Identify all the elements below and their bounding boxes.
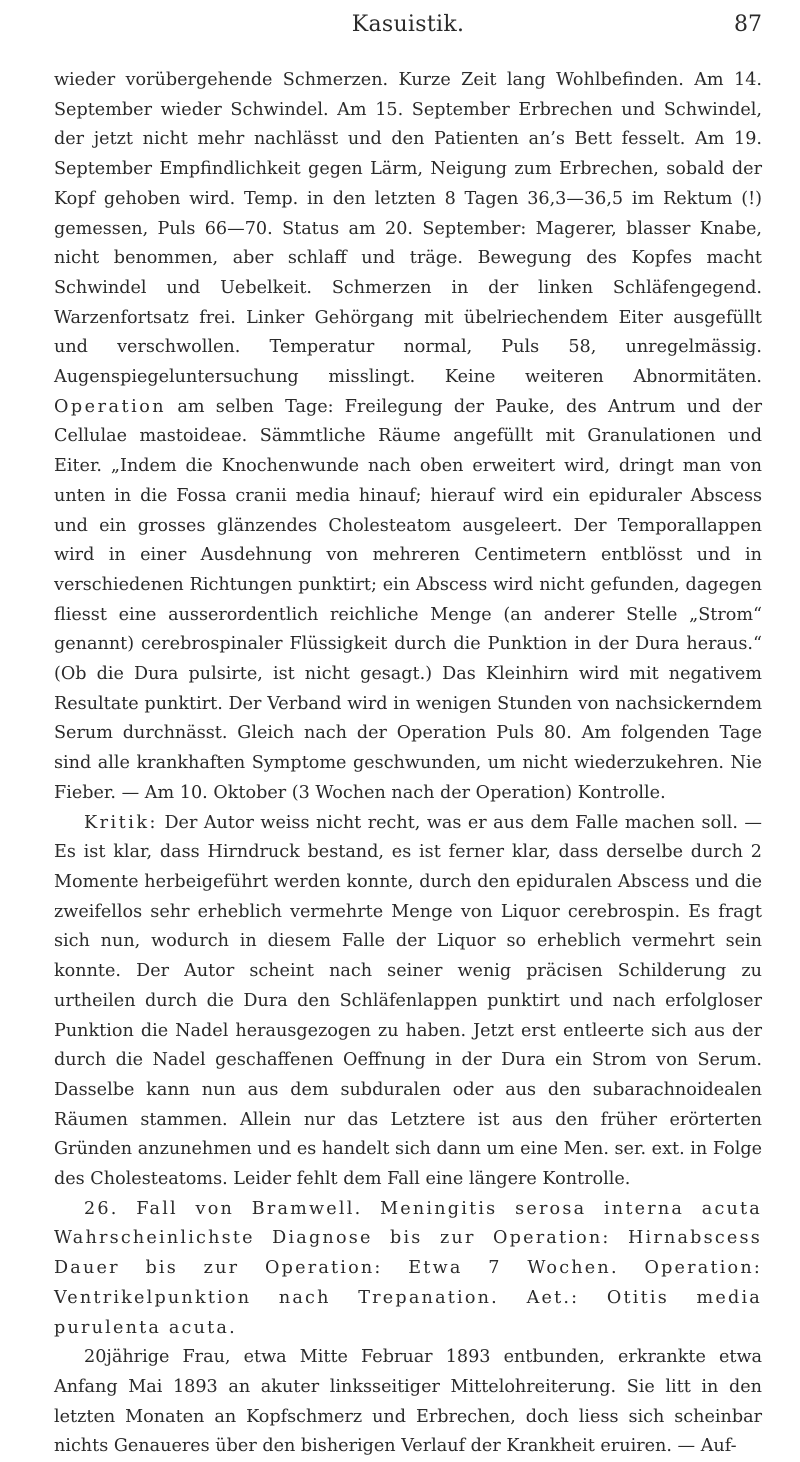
case-report-paragraph xyxy=(54,66,762,809)
case-history-paragraph: 20jährige Frau, etwa Mitte Februar 1893 entbunden, erkrankte etwa Anfang Mai 1893 an akuter linksseitiger Mittelohreiterung. Sie litt in den letzten Monaten an Kopfschmerz und Erbrechen, doch liess sich scheinbar nichts Genaueres über den bisherigen Verlauf der Krankheit eruiren. — Auf- xyxy=(54,1347,762,1457)
case-report-text: wieder vorübergehende Schmerzen. Kurze Zeit lang Wohlbefinden. Am 14. September wieder Schwindel. Am 15. September Erbrechen und Schwindel, der jetzt nicht mehr nachlässt und den Patienten an’s Bett fesselt. Am 19. September Empfindlichkeit gegen Lärm, Neigung zum Erbrechen, sobald der Kopf gehoben wird. Temp. in den letzten 8 Tagen 36,3—36,5 im Rektum (!) gemessen, Puls 66—70. Status am 20. September: Magerer, blasser Knabe, nicht benommen, aber schlaff und träge. Bewegung des Kopfes macht Schwindel und Uebelkeit. Schmerzen in der linken Schläfengegend. Warzenfortsatz frei. Linker Gehörgang mit übelriechendem Eiter ausgefüllt und verschwollen. Temperatur normal, Puls 58, unregelmässig. Augenspiegeluntersuchung misslingt. Keine weiteren Abnormitäten. xyxy=(54,70,762,388)
critique-paragraph xyxy=(54,809,762,1195)
body-text xyxy=(54,66,762,1462)
critique-label: Kritik: xyxy=(84,812,158,833)
case-report-text-continued: am selben Tage: Freilegung der Pauke, des Antrum und der Cellulae mastoideae. Sämmtliche Räume angefüllt mit Granulationen und Eiter. „Indem die Knochenwunde nach oben erweitert wird, dringt man von unten in die Fossa cranii media hinauf; hierauf wird ein epiduraler Abscess und ein grosses glänzendes Cholesteatom ausgeleert. Der Temporallappen wird in einer Ausdehnung von mehreren Centimetern entblösst und in verschiedenen Richtungen punktirt; ein Abscess wird nicht gefunden, dagegen fliesst eine ausserordentlich reichliche Menge (an anderer Stelle „Strom“ genannt) cerebrospinaler Flüssigkeit durch die Punktion in der Dura heraus.“ (Ob die Dura pulsirte, ist nicht gesagt.) Das Kleinhirn wird mit negativem Resultate punktirt. Der Verband wird in wenigen Stunden von nachsickerndem Serum durchnässt. Gleich nach der Operation Puls 80. Am folgenden Tage sind alle krankhaften Symptome geschwunden, um nicht wiederzukehren. Nie Fieber. — Am 10. Oktober (3 Wochen nach der Operation) Kontrolle. xyxy=(54,396,762,803)
page-header xyxy=(54,12,762,52)
page-number: 87 xyxy=(734,12,762,37)
running-title: Kasuistik. xyxy=(351,12,465,37)
case-heading: 26. Fall von Bramwell. Meningitis serosa interna acuta Wahrscheinlichste Diagnose bis zur Operation: Hirnabscess Dauer bis zur Operation: Etwa 7 Wochen. Operation: Ventrikelpunktion nach Trepanation. Aet.: Otitis media purulenta acuta. xyxy=(54,1198,762,1338)
critique-text: Der Autor weiss nicht recht, was er aus dem Falle machen soll. — Es ist klar, dass Hirndruck bestand, es ist ferner klar, dass derselbe durch 2 Momente herbeigeführt werden konnte, durch den epiduralen Abscess und die zweifellos sehr erheblich vermehrte Menge von Liquor cerebrospin. Es fragt sich nun, wodurch in diesem Falle der Liquor so erheblich vermehrt sein konnte. Der Autor scheint nach seiner wenig präcisen Schilderung zu urtheilen durch die Dura den Schläfenlappen punktirt und nach erfolgloser Punktion die Nadel herausgezogen zu haben. Jetzt erst entleerte sich aus der durch die Nadel geschaffenen Oeffnung in der Dura ein Strom von Serum. Dasselbe kann nun aus dem subduralen oder aus den subarachnoidealen Räumen stammen. Allein nur das Letztere ist aus den früher erörterten Gründen anzunehmen und es handelt sich dann um eine Men. ser. ext. in Folge des Cholesteatoms. Leider fehlt dem Fall eine längere Kontrolle. xyxy=(54,812,763,1190)
operation-emphasis: Operation xyxy=(54,396,167,417)
